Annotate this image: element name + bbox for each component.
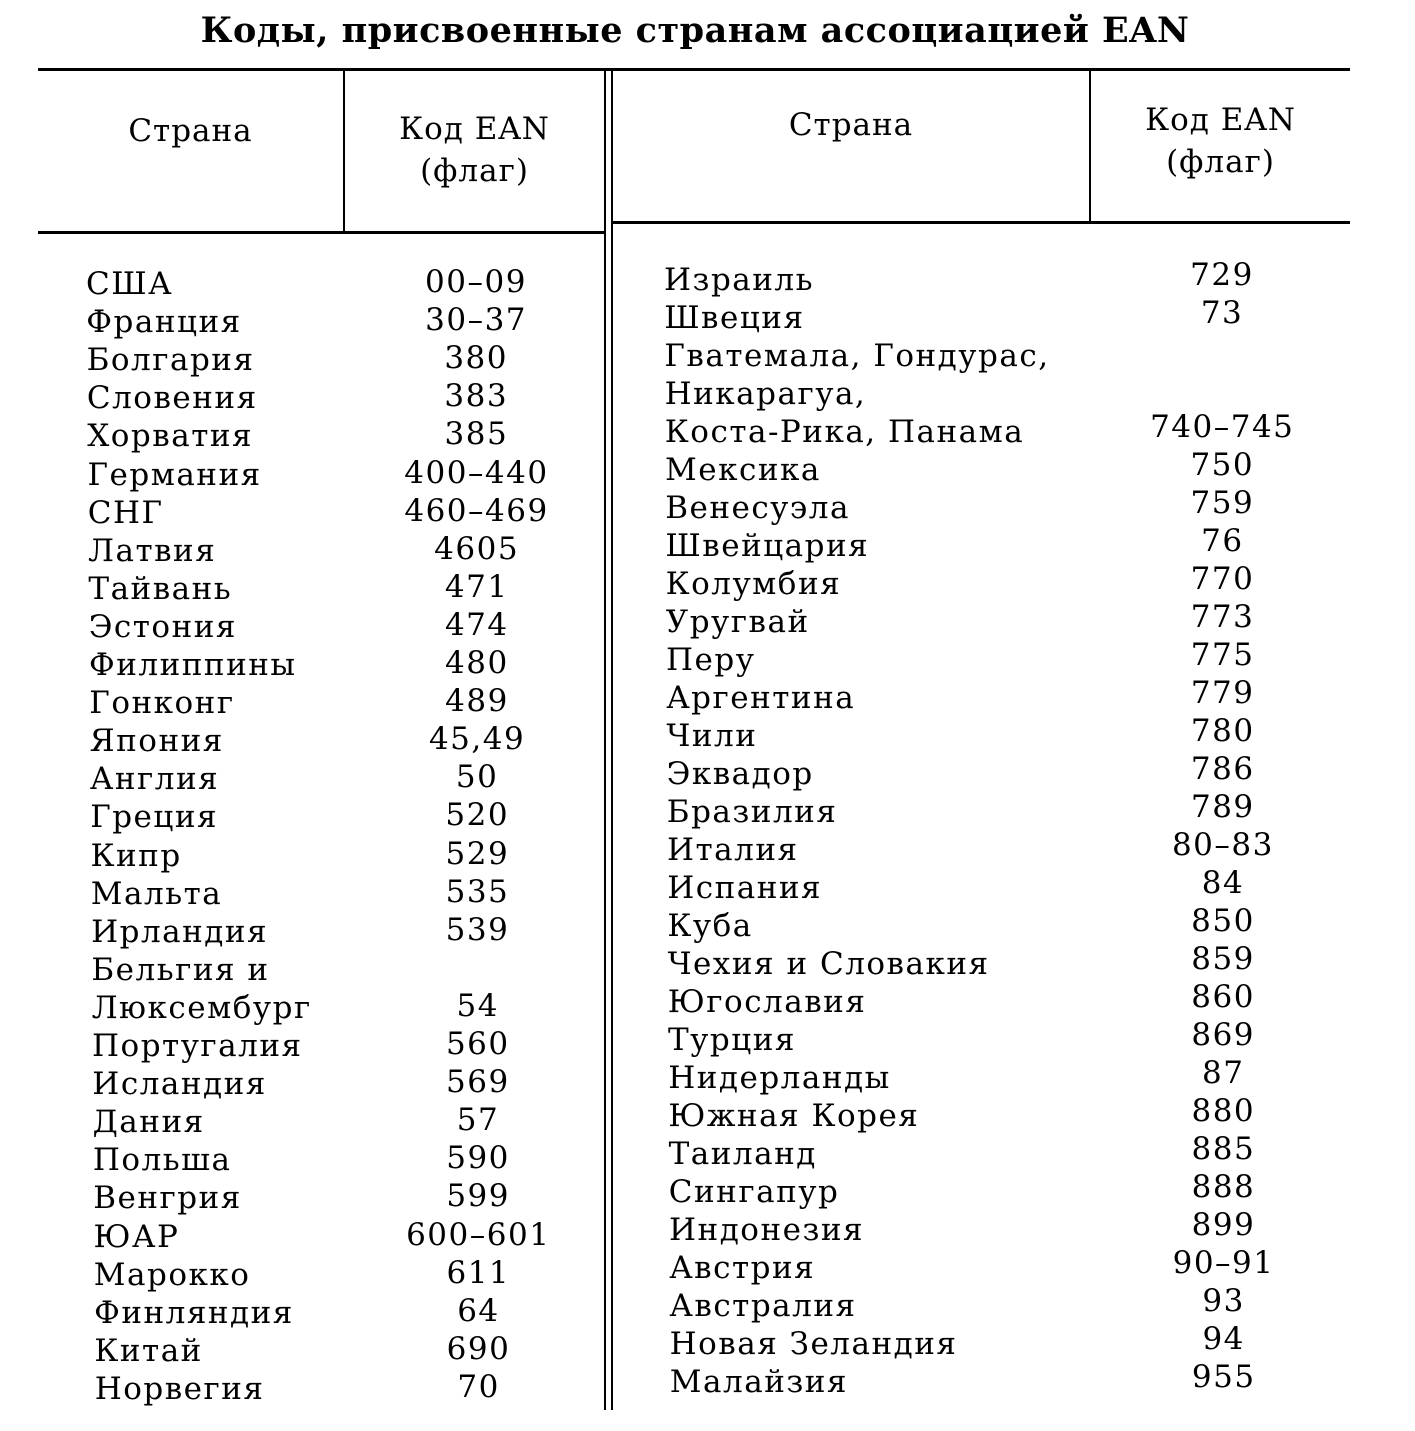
country-cell: Сингапур xyxy=(668,1174,840,1210)
header-code-left xyxy=(345,108,604,192)
country-cell: Чехия и Словакия xyxy=(667,946,990,982)
country-cell: Гватемала, Гондурас, xyxy=(664,338,1050,374)
country-cell: Бельгия и xyxy=(91,951,270,988)
country-cell: Болгария xyxy=(86,342,255,379)
header-country-label: Страна xyxy=(788,107,914,143)
code-cell: 87 xyxy=(1202,1055,1245,1091)
code-cell: 786 xyxy=(1190,751,1255,787)
country-cell: Швейцария xyxy=(665,528,870,564)
country-cell: Гонконг xyxy=(89,685,235,722)
country-cell: Аргентина xyxy=(666,680,856,716)
country-cell: Перу xyxy=(666,642,756,678)
country-cell: Франция xyxy=(86,304,242,341)
code-cell: 00–09 xyxy=(425,264,527,300)
code-cell: 539 xyxy=(445,911,510,948)
country-cell: Польша xyxy=(92,1142,232,1179)
country-cell: Австралия xyxy=(669,1288,857,1324)
country-cell: Китай xyxy=(94,1332,203,1369)
code-cell: 789 xyxy=(1190,789,1255,825)
code-cell: 611 xyxy=(446,1254,511,1291)
code-cell: 471 xyxy=(444,568,509,605)
code-cell: 45,49 xyxy=(428,721,526,758)
code-cell: 93 xyxy=(1202,1283,1245,1319)
country-cell: Япония xyxy=(89,723,224,760)
country-cell: Колумбия xyxy=(665,566,842,602)
country-cell: Коста-Рика, Панама xyxy=(664,414,1025,450)
country-cell: Эстония xyxy=(88,608,237,645)
country-cell: Люксембург xyxy=(91,989,312,1026)
country-cell: Марокко xyxy=(93,1256,251,1293)
header-country-left xyxy=(38,110,343,152)
country-cell: Кипр xyxy=(90,837,182,874)
country-cell: Израиль xyxy=(664,262,814,298)
country-cell: Южная Корея xyxy=(668,1098,920,1134)
code-cell: 590 xyxy=(446,1140,510,1177)
code-cell: 54 xyxy=(456,987,499,1024)
code-cell: 740–745 xyxy=(1150,409,1295,445)
code-cell: 850 xyxy=(1191,903,1255,939)
code-cell: 780 xyxy=(1190,713,1255,749)
header-code-right xyxy=(1091,99,1350,183)
country-cell: Мальта xyxy=(90,875,223,912)
country-cell: Греция xyxy=(90,799,219,836)
country-cell: Финляндия xyxy=(94,1294,294,1331)
country-cell: Ирландия xyxy=(91,913,269,950)
code-cell: 859 xyxy=(1191,941,1255,977)
country-cell: Словения xyxy=(86,380,258,417)
table-top-rule xyxy=(38,68,1350,71)
country-cell: Швеция xyxy=(664,300,805,336)
code-cell: 955 xyxy=(1191,1359,1256,1395)
code-cell: 50 xyxy=(455,759,499,796)
code-cell: 94 xyxy=(1202,1321,1245,1357)
country-cell: Уругвай xyxy=(665,604,810,640)
code-cell: 489 xyxy=(445,683,509,720)
header-bottom-rule-right xyxy=(613,221,1350,224)
code-cell: 57 xyxy=(456,1102,500,1139)
country-cell: Чили xyxy=(666,718,758,754)
country-cell: Новая Зеландия xyxy=(669,1326,958,1362)
country-cell: Венесуэла xyxy=(665,490,850,526)
code-cell: 729 xyxy=(1190,257,1254,293)
country-cell: США xyxy=(86,266,174,302)
center-double-rule-a xyxy=(604,70,606,1410)
page-title: Коды, присвоенные странам ассоциацией EAN xyxy=(200,10,1190,51)
country-cell: Эквадор xyxy=(666,756,814,792)
country-cell: Таиланд xyxy=(668,1136,817,1172)
country-cell: Тайвань xyxy=(88,570,233,607)
code-cell: 560 xyxy=(445,1026,510,1062)
code-cell: 76 xyxy=(1201,523,1244,559)
country-cell: Куба xyxy=(667,908,753,944)
country-cell: Мексика xyxy=(665,452,821,488)
code-cell: 385 xyxy=(444,416,509,453)
code-cell: 600–601 xyxy=(406,1216,551,1253)
header-code-label: Код EAN xyxy=(399,111,550,147)
code-cell: 529 xyxy=(445,835,510,872)
country-cell: Филиппины xyxy=(89,647,297,683)
country-cell: Бразилия xyxy=(666,794,838,830)
code-cell: 80–83 xyxy=(1171,827,1274,863)
country-cell: Латвия xyxy=(88,532,217,569)
code-cell: 779 xyxy=(1190,675,1255,711)
code-cell: 750 xyxy=(1190,447,1255,483)
code-cell: 383 xyxy=(444,378,509,415)
country-cell: Нидерланды xyxy=(668,1060,891,1096)
code-cell: 880 xyxy=(1191,1093,1256,1129)
country-cell: Норвегия xyxy=(94,1370,265,1407)
code-cell: 84 xyxy=(1201,865,1245,901)
country-cell: Англия xyxy=(89,761,220,798)
header-bottom-rule-left xyxy=(38,231,605,234)
country-cell: Хорватия xyxy=(87,418,254,455)
code-cell: 888 xyxy=(1191,1169,1256,1205)
code-cell: 759 xyxy=(1190,485,1255,521)
code-cell: 899 xyxy=(1191,1207,1256,1243)
code-cell: 4605 xyxy=(434,530,520,567)
country-cell: СНГ xyxy=(87,494,164,531)
code-cell: 775 xyxy=(1190,637,1255,673)
country-cell: Дания xyxy=(92,1104,205,1141)
code-cell: 64 xyxy=(457,1292,500,1329)
code-cell: 535 xyxy=(445,873,510,910)
country-cell: Малайзия xyxy=(669,1364,848,1400)
country-cell: Югославия xyxy=(667,984,867,1020)
country-cell: ЮАР xyxy=(93,1218,180,1255)
code-cell: 400–440 xyxy=(404,454,549,491)
code-cell: 73 xyxy=(1200,295,1244,331)
country-cell: Австрия xyxy=(669,1250,816,1286)
header-flag-label: (флаг) xyxy=(420,153,529,189)
country-cell: Португалия xyxy=(92,1028,303,1064)
code-cell: 869 xyxy=(1191,1017,1256,1053)
country-cell: Турция xyxy=(668,1022,796,1058)
code-cell: 569 xyxy=(446,1064,510,1101)
code-cell: 460–469 xyxy=(404,492,549,529)
code-cell: 70 xyxy=(457,1368,500,1405)
code-cell: 885 xyxy=(1191,1131,1256,1167)
country-cell: Испания xyxy=(667,870,823,906)
center-double-rule-b xyxy=(611,70,613,1410)
country-cell: Индонезия xyxy=(669,1212,865,1248)
code-cell: 90–91 xyxy=(1172,1245,1275,1281)
header-flag-label: (флаг) xyxy=(1166,144,1275,180)
country-cell: Венгрия xyxy=(93,1180,242,1217)
code-cell: 30–37 xyxy=(425,302,528,339)
code-cell: 690 xyxy=(446,1330,511,1367)
header-country-right xyxy=(613,104,1089,146)
code-cell: 860 xyxy=(1191,979,1255,1015)
code-cell: 480 xyxy=(445,645,509,681)
country-cell: Никарагуа, xyxy=(664,376,867,412)
code-cell: 474 xyxy=(444,606,509,643)
header-country-label: Страна xyxy=(128,113,253,149)
country-cell: Италия xyxy=(667,832,799,868)
code-cell: 773 xyxy=(1190,599,1255,635)
header-code-label: Код EAN xyxy=(1145,102,1296,138)
code-cell: 599 xyxy=(446,1178,510,1215)
country-cell: Германия xyxy=(87,456,262,493)
code-cell: 520 xyxy=(445,797,510,834)
code-cell: 380 xyxy=(444,340,508,377)
code-cell: 770 xyxy=(1190,561,1255,597)
country-cell: Исландия xyxy=(92,1066,267,1103)
